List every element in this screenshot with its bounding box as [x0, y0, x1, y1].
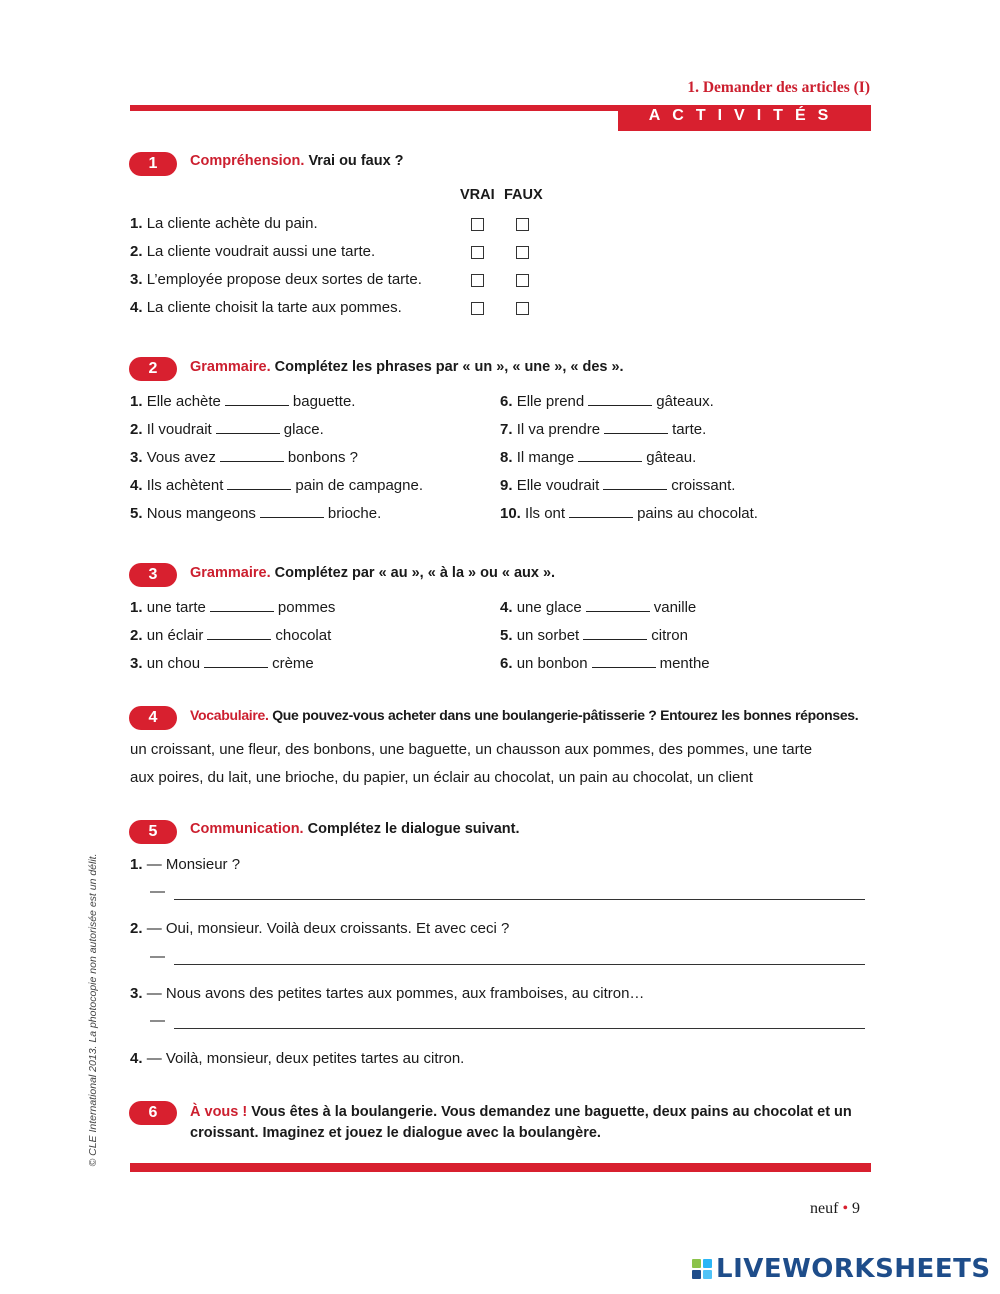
answer-line-1[interactable]	[174, 898, 865, 900]
page-number: neuf • 9	[810, 1200, 861, 1217]
section-1-keyword: Compréhension.	[190, 153, 305, 169]
answer-line-2[interactable]	[174, 963, 865, 965]
section-1-badge: 1	[129, 152, 177, 176]
dialogue-line: 1. — Monsieur ?	[130, 856, 241, 873]
fill-item: 2. un éclair chocolat	[130, 627, 332, 644]
fill-item: 5. Nous mangeons brioche.	[130, 505, 382, 522]
blank-input[interactable]	[569, 505, 633, 518]
blank-input[interactable]	[260, 505, 324, 518]
section-2-title: Grammaire. Complétez les phrases par « un », « une », « des ».	[190, 359, 624, 375]
dialogue-dash: —	[150, 883, 165, 900]
blank-input[interactable]	[220, 449, 284, 462]
faux-checkbox[interactable]	[516, 218, 529, 231]
faux-checkbox[interactable]	[516, 246, 529, 259]
section-1-instruction: Vrai ou faux ?	[308, 153, 404, 169]
blank-input[interactable]	[603, 477, 667, 490]
fill-item: 10. Ils ont pains au chocolat.	[500, 505, 758, 522]
fill-item: 9. Elle voudrait croissant.	[500, 477, 736, 494]
blank-input[interactable]	[578, 449, 642, 462]
blank-input[interactable]	[586, 599, 650, 612]
faux-checkbox[interactable]	[516, 302, 529, 315]
vocab-list-line[interactable]: aux poires, du lait, une brioche, du papier, un éclair au chocolat, un pain au chocolat, un client	[130, 769, 753, 786]
section-5-badge: 5	[129, 820, 177, 844]
vrai-checkbox[interactable]	[471, 246, 484, 259]
section-4-badge: 4	[129, 706, 177, 730]
fill-item: 7. Il va prendre tarte.	[500, 421, 707, 438]
blank-input[interactable]	[588, 393, 652, 406]
section-3-title: Grammaire. Complétez par « au », « à la » ou « aux ».	[190, 565, 556, 581]
fill-item: 8. Il mange gâteau.	[500, 449, 697, 466]
fill-item: 5. un sorbet citron	[500, 627, 688, 644]
answer-line-3[interactable]	[174, 1027, 865, 1029]
section-3-badge: 3	[129, 563, 177, 587]
dialogue-line: 3. — Nous avons des petites tartes aux pommes, aux framboises, au citron…	[130, 985, 645, 1002]
dialogue-dash: —	[150, 948, 165, 965]
tf-item: 2. La cliente voudrait aussi une tarte.	[130, 243, 376, 260]
copyright-notice: © CLE International 2013. La photocopie non autorisée est un délit.	[87, 853, 99, 1167]
lesson-title: 1. Demander des articles (I)	[687, 79, 870, 96]
blank-input[interactable]	[225, 393, 289, 406]
liveworksheets-logo[interactable]	[692, 1255, 991, 1283]
dialogue-line: 2. — Oui, monsieur. Voilà deux croissants. Et avec ceci ?	[130, 920, 510, 937]
fill-item: 1. une tarte pommes	[130, 599, 336, 616]
blank-input[interactable]	[583, 627, 647, 640]
fill-item: 4. Ils achètent pain de campagne.	[130, 477, 424, 494]
fill-item: 3. un chou crème	[130, 655, 314, 672]
liveworksheets-logo-icon	[692, 1259, 712, 1279]
vocab-list-line[interactable]: un croissant, une fleur, des bonbons, une baguette, un chausson aux pommes, des pommes, une tarte	[130, 741, 813, 758]
dialogue-dash: —	[150, 1012, 165, 1029]
fill-item: 2. Il voudrait glace.	[130, 421, 324, 438]
blank-input[interactable]	[204, 655, 268, 668]
faux-checkbox[interactable]	[516, 274, 529, 287]
vrai-checkbox[interactable]	[471, 274, 484, 287]
liveworksheets-brand-text: LIVEWORKSHEETS	[716, 1254, 991, 1284]
blank-input[interactable]	[227, 477, 291, 490]
fill-item: 1. Elle achète baguette.	[130, 393, 356, 410]
section-6-title: À vous ! Vous êtes à la boulangerie. Vous demandez une baguette, deux pains au chocolat et un croissant. Imaginez et jouez le dialogue avec la boulangère.	[190, 1104, 852, 1141]
blank-input[interactable]	[592, 655, 656, 668]
section-1-title	[190, 153, 404, 169]
blank-input[interactable]	[207, 627, 271, 640]
fill-item: 6. un bonbon menthe	[500, 655, 710, 672]
col-faux-header: FAUX	[504, 187, 543, 203]
blank-input[interactable]	[216, 421, 280, 434]
fill-item: 4. une glace vanille	[500, 599, 697, 616]
section-6-badge: 6	[129, 1101, 177, 1125]
tf-item: 4. La cliente choisit la tarte aux pommes.	[130, 299, 402, 316]
tf-item: 1. La cliente achète du pain.	[130, 215, 318, 232]
col-vrai-header: VRAI	[460, 187, 495, 203]
vrai-checkbox[interactable]	[471, 302, 484, 315]
fill-item: 6. Elle prend gâteaux.	[500, 393, 714, 410]
footer-rule	[130, 1163, 871, 1172]
activites-label: ACTIVITÉS	[648, 107, 841, 124]
vrai-checkbox[interactable]	[471, 218, 484, 231]
section-5-title: Communication. Complétez le dialogue suivant.	[190, 821, 520, 837]
dialogue-line: 4. — Voilà, monsieur, deux petites tartes au citron.	[130, 1050, 465, 1067]
tf-item: 3. L’employée propose deux sortes de tarte.	[130, 271, 422, 288]
section-2-badge: 2	[129, 357, 177, 381]
blank-input[interactable]	[604, 421, 668, 434]
section-4-title: Vocabulaire. Que pouvez-vous acheter dans une boulangerie-pâtisserie ? Entourez les bonnes réponses.	[190, 707, 859, 723]
blank-input[interactable]	[210, 599, 274, 612]
fill-item: 3. Vous avez bonbons ?	[130, 449, 358, 466]
